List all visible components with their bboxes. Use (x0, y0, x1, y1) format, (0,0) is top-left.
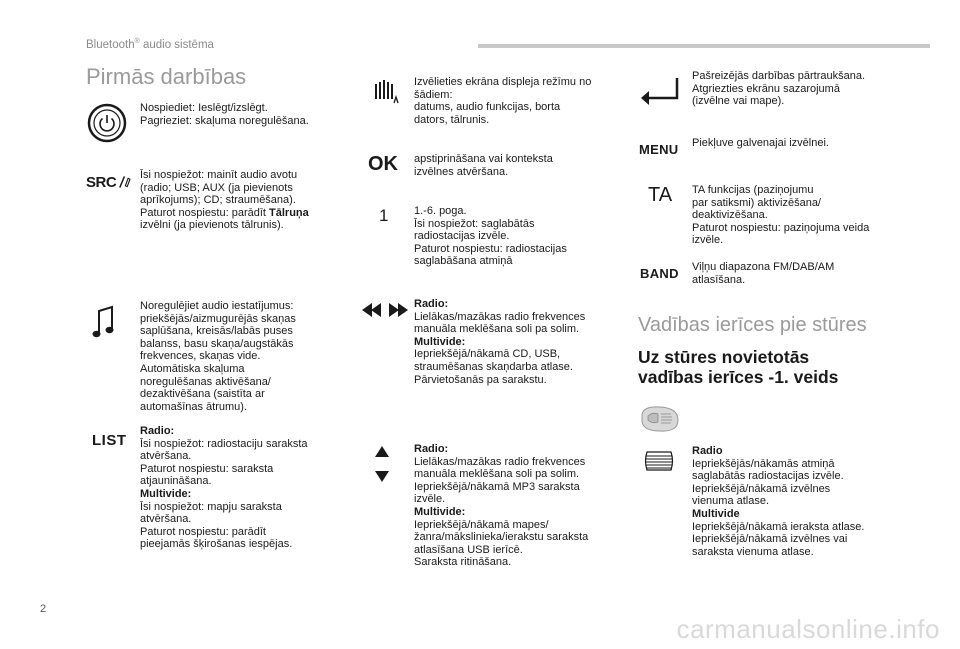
ok-text: apstiprināšana vai konteksta izvēlnes atvēršana. (414, 153, 553, 178)
ok-label-icon: OK (368, 153, 398, 175)
audio-settings-text: Noregulējiet audio iestatījumus: priekšējās/aizmugurējās skaņas saplūšana, kreisās/labās puses balanss, basu skaņa/augstākās frekvences, skaņas vide. Automātiska skaļuma noregulēšanas aktivēšana/ dezaktivēšana (saistīta ar automašīnas ātrumu). (140, 300, 296, 413)
up-down-text: Radio: Lielākas/mazākas radio frekvences manuāla meklēšana soli pa solim. Iepriekšējā/nākamā MP3 saraksta izvēle. Multivide: Iepriekšējā/nākamā mapes/ žanra/mākslinieka/ierakstu saraksta atlasīšana USB ierīcē. Saraksta ritināšana. (414, 443, 589, 569)
display-mode-text: Izvēlieties ekrāna displeja režīmu no šādiem: datums, audio funkcijas, borta dators, tālrunis. (414, 76, 592, 126)
preset-one-icon: 1 (379, 206, 389, 225)
music-note-icon (90, 304, 116, 342)
ta-label-icon: TA (648, 184, 673, 206)
header-rule (478, 44, 930, 48)
power-button-icon (86, 102, 128, 144)
band-text: Viļņu diapazona FM/DAB/AM atlasīšana. (692, 261, 835, 286)
src-label: SRC (86, 173, 117, 191)
src-text: Īsi nospiežot: mainīt audio avotu (radio; USB; AUX (ja pievienots aprīkojums); CD; straumēšana). Paturot nospiestu: parādīt Tālruņa izvēlni (ja pievienots tālrunis). (140, 169, 309, 232)
page-number: 2 (40, 603, 47, 615)
return-arrow-icon (638, 76, 682, 106)
src-phone-icon (86, 172, 132, 192)
list-text: Radio: Īsi nospiežot: radiostaciju saraksta atvēršana. Paturot nospiestu: saraksta atjaunināšana. Multivide: Īsi nospiežot: mapju saraksta atvēršana. Paturot nospiestu: parādīt pieejamās šķirošanas iespējas. (140, 425, 308, 551)
display-mode-icon (368, 76, 402, 108)
seek-left-right-icon (362, 302, 408, 318)
power-button-text: Nospiediet: Ieslēgt/izslēgt. Pagrieziet: skaļuma noregulēšana. (140, 102, 309, 127)
steering-controls-heading: Vadības ierīces pie stūres (638, 314, 867, 336)
menu-label-icon: MENU (639, 142, 679, 157)
band-label-icon: BAND (640, 266, 679, 281)
steering-control-illustration (638, 404, 682, 434)
back-text: Pašreizējās darbības pārtraukšana. Atgriezties ekrānu sazarojumā (izvēlne vai mape). (692, 70, 866, 108)
running-header: Bluetooth® audio sistēma (86, 38, 214, 51)
thumbwheel-icon (642, 450, 676, 472)
thumbwheel-text: Radio Iepriekšējās/nākamās atmiņā saglabātās radiostacijas izvēle. Iepriekšējā/nākamā izvēlnes vienuma atlase. Multivide Iepriekšējā/nākamā ieraksta atlase. Iepriekšējā/nākamā izvēlnes vai saraksta vienuma atlase. (692, 445, 865, 558)
preset-buttons-text: 1.-6. poga. Īsi nospiežot: saglabātās radiostacijas izvēle. Paturot nospiestu: radiostacijas saglabāšana atmiņā (414, 205, 567, 268)
steering-controls-subheading: Uz stūres novietotās vadības ierīces -1. veids (638, 347, 839, 387)
seek-text: Radio: Lielākas/mazākas radio frekvences manuāla meklēšana soli pa solim. Multivide: Iepriekšējā/nākamā CD, USB, straumēšanas skaņdarba atlase. Pārvietošanās pa sarakstu. (414, 298, 586, 386)
ta-text: TA funkcijas (paziņojumu par satiksmi) aktivizēšana/ deaktivizēšana. Paturot nospiestu: paziņojuma veida izvēle. (692, 184, 870, 247)
section-heading: Pirmās darbības (86, 64, 247, 89)
up-down-arrows-icon (374, 446, 390, 482)
list-label-icon: LIST (92, 432, 127, 449)
watermark: carmanualsonline.info (676, 614, 940, 644)
menu-text: Piekļuve galvenajai izvēlnei. (692, 137, 829, 149)
